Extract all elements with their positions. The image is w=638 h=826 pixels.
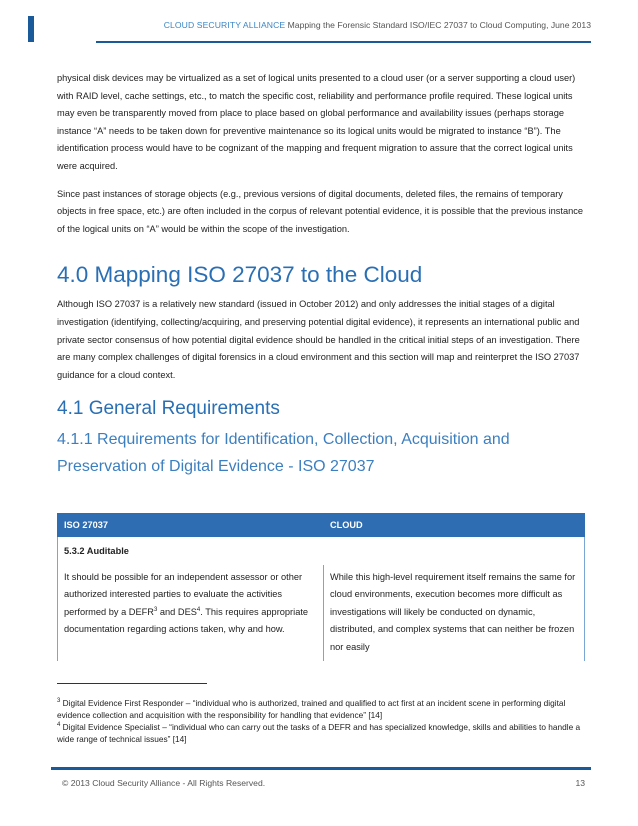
header-rule <box>96 41 591 43</box>
paragraph-2: Since past instances of storage objects (e.g., previous versions of digital documents, deleted files, the remains of temporary objects in free space, etc.) are often included in the corpus of relevant potential evidence, it is possible that the previous instance of the logical units on “A” would be within the scope of the investigation. <box>57 188 584 234</box>
footnote-ref-3[interactable]: 3 <box>153 606 158 613</box>
footnote-number: 3 <box>57 698 61 705</box>
page-number: 13 <box>575 778 585 788</box>
header-title: Mapping the Forensic Standard ISO/IEC 27037 to Cloud Computing, June 2013 <box>287 20 591 30</box>
header-accent <box>28 16 34 42</box>
table-header-cloud: CLOUD <box>324 514 585 537</box>
footnote-separator <box>57 683 207 684</box>
iso-text-b: and DES <box>157 606 197 617</box>
table-cell-cloud: While this high-level requirement itself remains the same for cloud environments, execution becomes more difficult as investigations will likely be conducted on dynamic, distributed, and complex systems that can neither be frozen nor easily <box>324 565 585 661</box>
running-header <box>164 20 591 30</box>
table-header-row <box>58 514 585 537</box>
table-cell-iso <box>58 565 324 661</box>
main-content <box>57 70 585 480</box>
table-row <box>58 565 585 661</box>
footer-rule <box>51 767 591 770</box>
footnotes <box>57 697 587 745</box>
footnote-number: 4 <box>57 722 61 729</box>
footnote-ref-4[interactable]: 4 <box>196 606 201 613</box>
footer-copyright: © 2013 Cloud Security Alliance - All Rights Reserved. <box>62 778 266 788</box>
footnote-text: Digital Evidence Specialist – “individual who can carry out the tasks of a DEFR and has specialized knowledge, skills and abilities to handle a wide range of technical issues” [14] <box>57 722 581 744</box>
footnote-item <box>57 721 587 745</box>
iso-text-c: . This requires appropriate documentation regarding actions taken, why and how. <box>64 606 309 635</box>
mapping-table <box>57 513 585 661</box>
iso-text-a: It should be possible for an independent assessor or other authorized interested parties to evaluate the activities performed by a DEFR <box>64 571 303 617</box>
header-org: CLOUD SECURITY ALLIANCE <box>163 20 286 30</box>
footnote-item <box>57 697 587 721</box>
paragraph-1: physical disk devices may be virtualized as a set of logical units presented to a cloud user (or a server supporting a cloud user) with RAID level, cache settings, etc., to match the specific cost, reliability and performance profile required. These logical units may even be transparently moved from place to place based on global performance and availability issues (perhaps storage instance “A” needs to be taken down for preventive maintenance so its logical units would be migrated to instance “B”). The identification process would have to be cognizant of the mapping and frequent migration to assure that the correct logical units were acquired. <box>57 73 576 171</box>
section-heading-4-0: 4.0 Mapping ISO 27037 to the Cloud <box>57 262 423 288</box>
paragraph-3: Although ISO 27037 is a relatively new standard (issued in October 2012) and only addresses the initial stages of a digital investigation (identifying, collecting/acquiring, and preserving potential digital evidence), it represents an international public and private sector consensus of how potential digital evidence should be handled in the critical initial steps of an investigation. There are many complex challenges of digital forensics in a cloud environment and this section will map and reinterpret the ISO 27037 guidance for a cloud context. <box>57 299 580 380</box>
section-heading-4-1-1: 4.1.1 Requirements for Identification, Collection, Acquisition and Preservation of Digital Evidence - ISO 27037 <box>57 431 510 476</box>
footnote-text: Digital Evidence First Responder – “individual who is authorized, trained and qualified to act first at an incident scene in performing digital evidence collection and acquisition with the responsibility for handling that evidence” [14] <box>57 698 566 720</box>
table-row <box>58 537 585 565</box>
section-heading-4-1: 4.1 General Requirements <box>57 398 280 420</box>
table-header-iso: ISO 27037 <box>58 514 324 537</box>
table-section-label: 5.3.2 Auditable <box>58 537 585 565</box>
